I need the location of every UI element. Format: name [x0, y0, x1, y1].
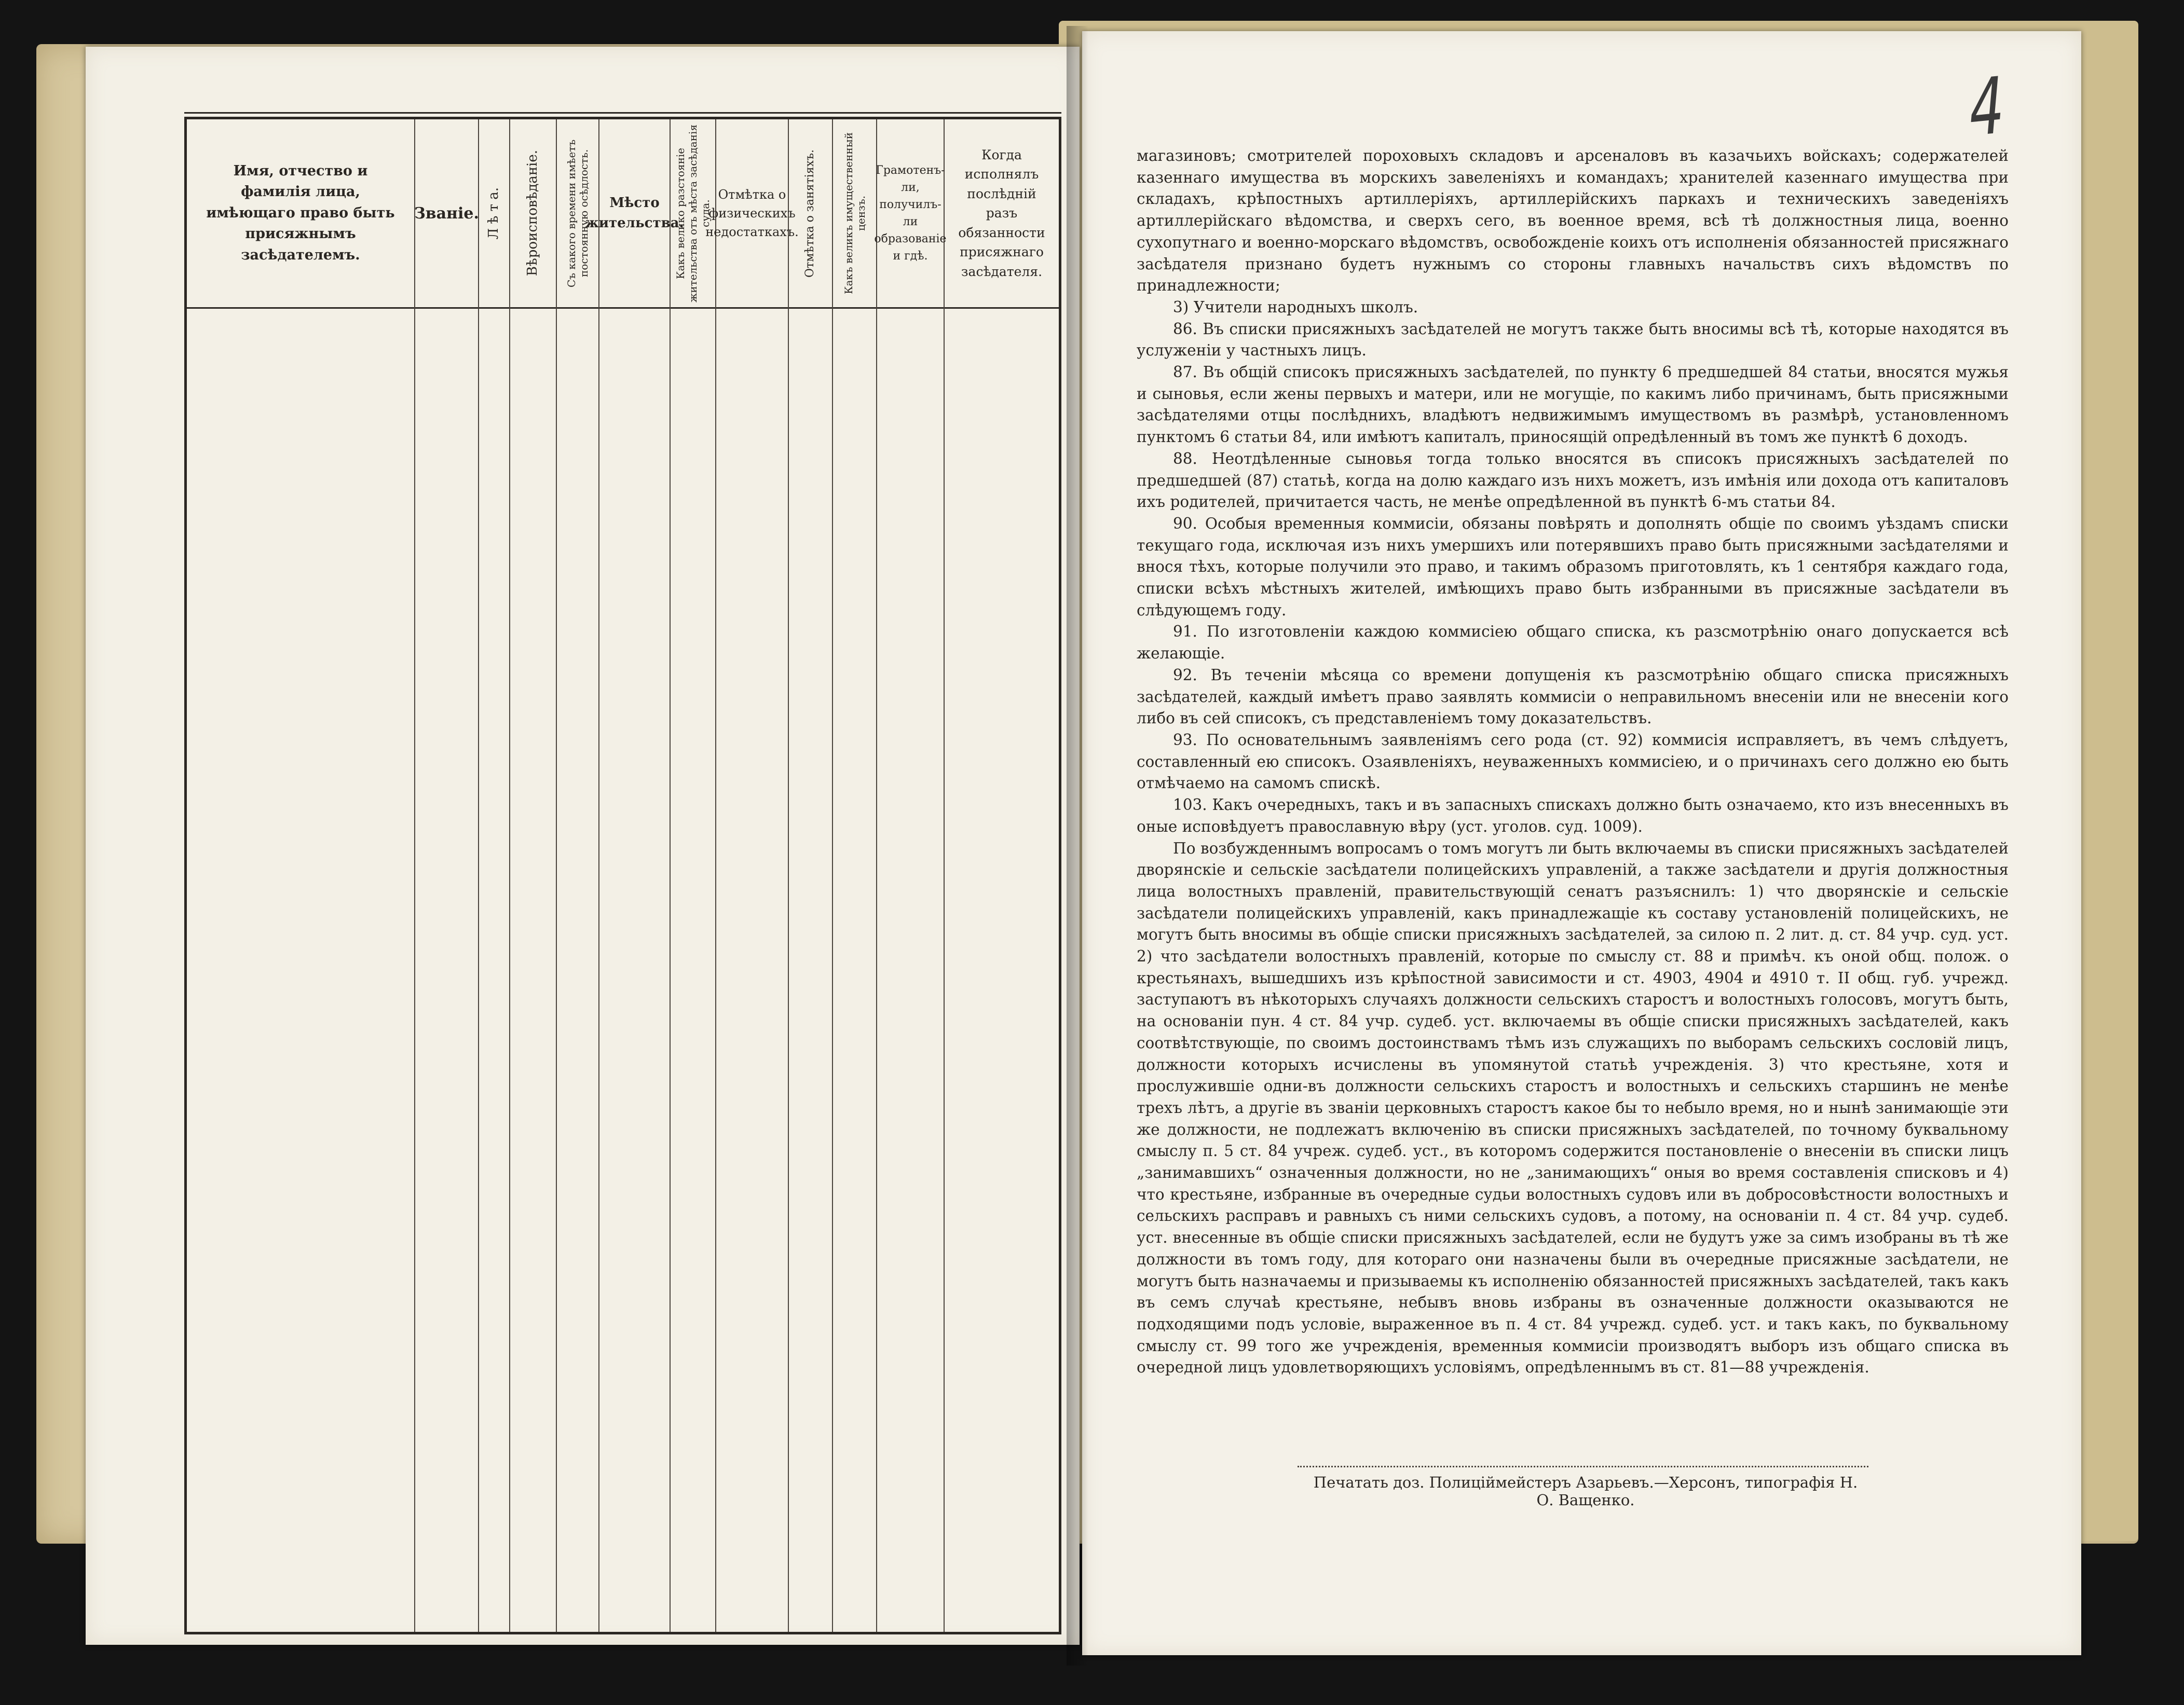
- column-header-rank-label: Званіе.: [414, 204, 479, 223]
- paragraph: По возбужденнымъ вопросамъ о томъ могутъ ли быть включаемы въ списки присяжныхъ засѣдателей дворянскіе и сельскіе засѣдатели полицейскихъ управленій, а также засѣдатели и другія должностныя лица волостныхъ правленій, правительствующій сенатъ разъяснилъ: 1) что дворянскіе и сельскіе засѣдатели полицейскихъ управленій, какъ принадлежащіе къ составу установленій полицейскихъ, не могутъ быть вносимы въ общіе списки присяжныхъ засѣдателей, за силою п. 2 лит. д. ст. 84 учр. суд. уст. 2) что засѣдатели волостныхъ правленій, которые по смыслу ст. 88 и примѣч. къ оной общ. полож. о крестьянахъ, вышедшихъ изъ крѣпостной зависимости и ст. 4903, 4904 и 4910 т. II общ. губ. учрежд. заступаютъ въ нѣкоторыхъ случаяхъ должности сельскихъ старостъ и волостныхъ голосовъ, могутъ быть, на основаніи пун. 4 ст. 84 учр. судеб. уст. включаемы въ общіе списки присяжныхъ засѣдателей, какъ соотвѣтствующіе, по своимъ достоинствамъ тѣмъ изъ служащихъ по выборамъ сельскихъ сословій лицъ, должности которыхъ исчислены въ упомянутой статьѣ учрежденія. 3) что крестьяне, хотя и прослужившіе одни-въ должности сельскихъ старостъ и волостныхъ и сельскихъ старшинъ не менѣе трехъ лѣтъ, а другіе въ званіи церковныхъ старостъ какое бы то небыло время, но и нынѣ занимающіе эти же должности, не подлежатъ включенію въ списки присяжныхъ засѣдателей, по точному буквальному смыслу п. 5 ст. 84 учреж. судеб. уст., въ которомъ содержится постановленіе о внесеніи въ списки лицъ „занимавшихъ“ означенныя должности, но не „занимающихъ“ оныя во время составленія списковъ и 4) что крестьяне, избранные въ очередные судьи волостныхъ судовъ или въ добросовѣстности волостныхъ и сельскихъ расправъ и равныхъ съ ними сельскихъ судовъ, а потому, на основаніи п. 4 ст. 84 учр. судеб. уст. внесенные въ общіе списки присяжныхъ засѣдателей, если не будутъ уже за симъ изобраны въ тѣ же должности въ томъ году, для котораго они назначены были въ очередные присяжные засѣдатели, не могутъ быть назначаемы и призываемы къ исполненію обязанностей присяжныхъ засѣдателей, такъ какъ въ семъ случаѣ крестьяне, небывъ вновь избраны въ означенные должности оказываются не подходящими подъ условіе, выраженное въ п. 4 ст. 84 учрежд. судеб. уст. и такъ какъ, по буквальному смыслу ст. 99 того же учрежденія, временныя коммисіи производятъ выборъ изъ общаго списка въ очередной лицъ удовлетворяющихъ условіямъ, опредѣленнымъ въ ст. 81—88 учрежденія.: [1137, 839, 2009, 1377]
- paragraph: 103. Какъ очередныхъ, такъ и въ запасныхъ спискахъ должно быть означаемо, кто изъ внесенныхъ въ оные исповѣдуетъ православную вѣру (уст. уголов. суд. 1009).: [1137, 796, 2009, 835]
- column-header-religion-label: Вѣроисповѣданіе.: [525, 150, 541, 277]
- paragraph: 3) Учители народныхъ школъ.: [1173, 298, 1418, 316]
- page-gutter-shadow: [1067, 26, 1098, 1666]
- column-header-last-service-label: Когда исполнялъ послѣдній разъ обязанности присяжнаго засѣдателя.: [958, 147, 1045, 279]
- column-physical-defects: [705, 119, 799, 1632]
- column-rank: [415, 119, 479, 1632]
- ledger-top-rule: [184, 112, 1061, 114]
- column-distance: [671, 119, 716, 1632]
- column-property-qualification: [833, 119, 877, 1632]
- paragraph: 87. Въ общій списокъ присяжныхъ засѣдателей, по пункту 6 предшедшей 84 статьи, вносятся мужья и сыновья, если жены первыхъ и матери, или не могущіе, по какимъ либо причинамъ, быть присяжными засѣдателями отцы послѣднихъ, владѣютъ недвижимымъ имуществомъ въ размѣрѣ, установленномъ пунктомъ 6 статьи 84, или имѣютъ капиталъ, приносящій опредѣленный въ томъ же пунктѣ 6 доходъ.: [1137, 363, 2009, 446]
- paragraph: 91. По изготовленіи каждою коммисіею общаго списка, къ разсмотрѣнію онаго допускается всѣ желающіе.: [1137, 623, 2009, 663]
- column-header-religion: [510, 119, 556, 309]
- handwritten-page-number: 4: [1967, 60, 2006, 155]
- column-religion: [510, 119, 557, 1632]
- paragraph: магазиновъ; смотрителей пороховыхъ складовъ и арсеналовъ въ казачьихъ войскахъ; содержателей казеннаго имущества въ морскихъ завеленіяхъ и командахъ; хранителей казеннаго имущества при складахъ, крѣпостныхъ артиллеріяхъ, артиллерійскихъ паркахъ и техническихъ заведеніяхъ артиллерійскаго вѣдомства, и сверхъ сего, въ военное время, всѣ тѣ должностныя лица, военно сухопутнаго и военно-морскаго вѣдомствъ, освобожденіе коихъ отъ исполненія обязанностей присяжнаго засѣдателя признано будетъ нужнымъ со стороны главныхъ начальствъ сихъ вѣдомствъ по принадлежности;: [1137, 147, 2009, 295]
- column-header-property-qualification-label: Какъ великъ имущественный цензъ.: [842, 132, 867, 295]
- column-header-occupation-label: Отмѣтка о занятіяхъ.: [803, 149, 817, 278]
- column-header-physical-defects-label: Отмѣтка о физическихъ недостаткахъ.: [705, 187, 799, 239]
- column-literacy: [874, 119, 947, 1632]
- imprint-divider: [1298, 1466, 1868, 1468]
- column-header-age: [479, 119, 509, 309]
- paragraph: 88. Неотдѣленные сыновья тогда только вносятся въ списокъ присяжныхъ засѣдателей по предшедшей (87) статьѣ, когда на долю каждаго изъ нихъ можетъ, изъ имѣнія или дохода отъ капиталовъ ихъ родителей, причитается часть, не менѣе опредѣленной въ пунктѣ 6-мъ статьи 84.: [1137, 449, 2009, 511]
- column-occupation: [789, 119, 833, 1632]
- column-last-service: [945, 119, 1059, 1632]
- column-header-last-service: [945, 119, 1059, 309]
- column-header-literacy-label: Грамотенъ-ли, получилъ-ли образованіе и гдѣ.: [874, 164, 947, 263]
- column-header-place-of-residence-label: Мѣсто жительства.: [585, 195, 684, 231]
- column-header-age-label: Л ѣ т а.: [486, 187, 502, 240]
- paragraph: 93. По основательнымъ заявленіямъ сего рода (ст. 92) коммисія исправляетъ, въ чемъ слѣдуетъ, составленный ею списокъ. Озаявленіяхъ, неуваженныхъ коммисіею, и о причинахъ сего должно ею быть отмѣчаемо на самомъ спискѣ.: [1137, 731, 2009, 792]
- column-header-occupation: [789, 119, 832, 309]
- paragraph: 90. Особыя временныя коммисіи, обязаны повѣрять и дополнять общіе по своимъ уѣздамъ списки текущаго года, исключая изъ нихъ умершихъ или потерявшихъ право быть присяжными засѣдателями и внося тѣхъ, которые получили это право, и такимъ образомъ приготовлять, къ 1 сентября каждаго года, списки всѣхъ мѣстныхъ жителей, имѣющихъ право быть избранными въ присяжные засѣдатели въ слѣдующемъ году.: [1137, 514, 2009, 619]
- column-age: [479, 119, 510, 1632]
- column-place-of-residence: [585, 119, 684, 1632]
- column-header-place-of-residence: [585, 119, 684, 309]
- column-header-physical-defects: [705, 119, 799, 309]
- paragraph: 86. Въ списки присяжныхъ засѣдателей не могутъ также быть вносимы всѣ тѣ, которые находятся въ услуженіи у частныхъ лицъ.: [1137, 320, 2009, 360]
- column-header-literacy: [874, 119, 947, 309]
- column-header-residence-since-label: Съ какого времени имѣетъ постоянную осѣдлость.: [565, 139, 590, 287]
- column-header-name: [187, 119, 414, 309]
- printer-imprint: Печатать доз. Полиціймейстеръ Азарьевъ.—Херсонъ, типографія Н. О. Ващенко.: [1313, 1474, 1858, 1509]
- column-residence-since: [557, 119, 599, 1632]
- paragraph: 92. Въ теченіи мѣсяца со времени допущенія къ разсмотрѣнію общаго списка присяжныхъ засѣдателей, каждый имѣетъ право заявлять коммисіи о неправильномъ внесеніи или не внесеніи кого либо въ сей списокъ, съ представленіемъ тому доказательствъ.: [1137, 666, 2009, 727]
- statute-text: [1137, 145, 2009, 1379]
- column-header-property-qualification: [833, 119, 876, 309]
- ledger-table: [184, 117, 1061, 1634]
- column-header-rank: [415, 119, 478, 309]
- column-header-name-label: Имя, отчество и фамилія лица, имѣющаго право быть присяжнымъ засѣдателемъ.: [206, 162, 395, 263]
- column-name: [187, 119, 415, 1632]
- column-header-distance-label: Какъ велико разстояніе жительства отъ мѣста засѣданія суда.: [674, 124, 712, 302]
